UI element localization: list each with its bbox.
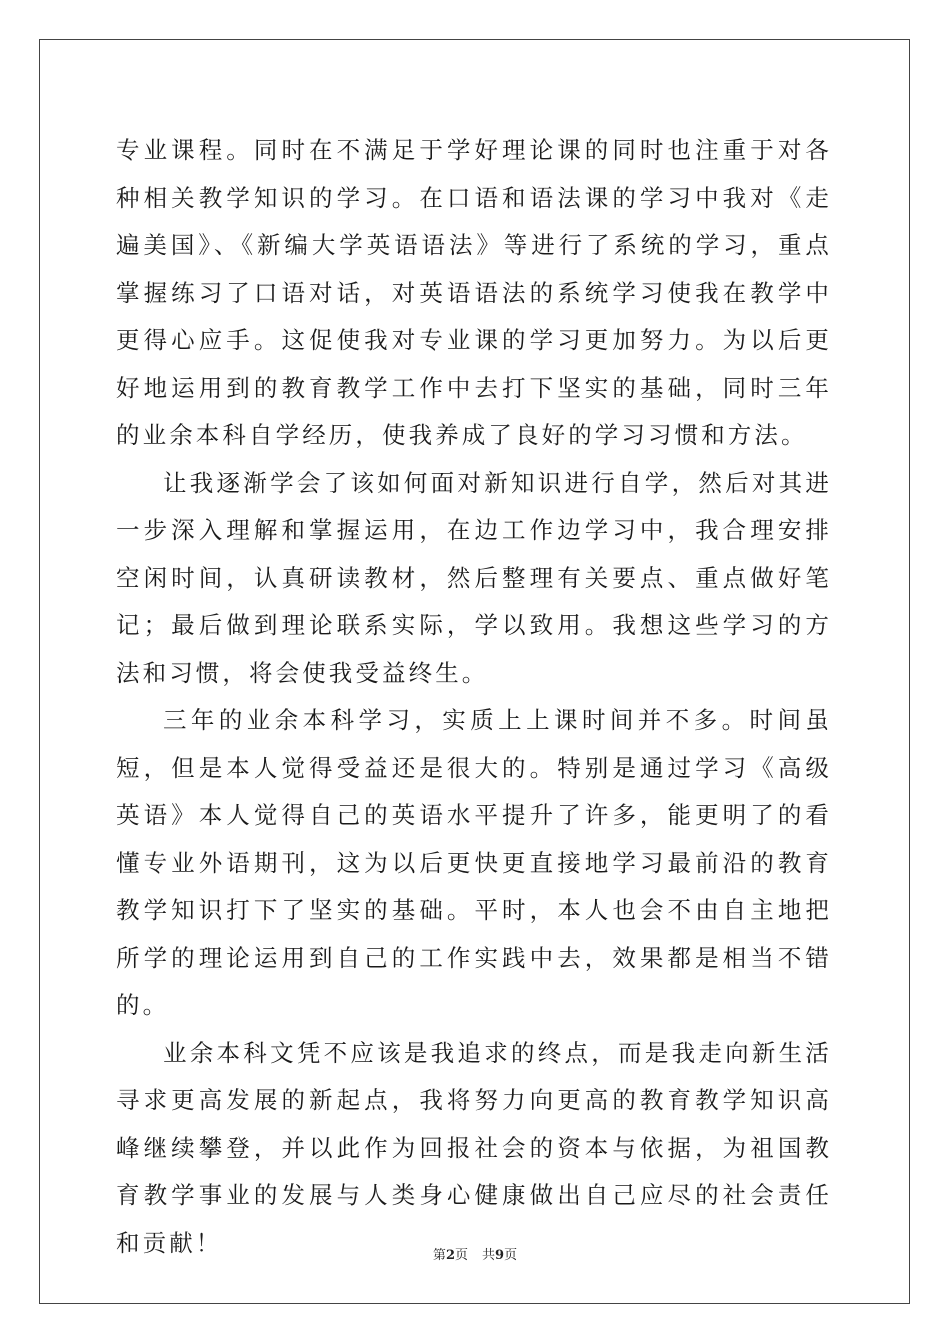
current-page-number: 2 xyxy=(445,1248,455,1263)
footer-page-unit: 页 xyxy=(454,1248,468,1263)
footer-total-unit: 页 xyxy=(504,1248,518,1263)
page-footer xyxy=(0,1248,950,1264)
paragraph-3: 三年的业余本科学习，实质上上课时间并不多。时间虽短，但是本人觉得受益还是很大的。特别是通过学习《高级英语》本人觉得自己的英语水平提升了许多，能更明了的看懂专业外语期刊，这为以后更快更直接地学习最前沿的教育教学知识打下了坚实的基础。平时，本人也会不由自主地把所学的理论运用到自己的工作实践中去，效果都是相当不错的。 xyxy=(116,706,832,1019)
footer-prefix: 第 xyxy=(432,1248,446,1263)
document-body xyxy=(116,127,832,1267)
paragraph-4: 业余本科文凭不应该是我追求的终点，而是我走向新生活寻求更高发展的新起点，我将努力向更高的教育教学知识高峰继续攀登，并以此作为回报社会的资本与依据，为祖国教育教学事业的发展与人类身心健康做出自己应尽的社会责任和贡献！ xyxy=(116,1038,832,1257)
total-pages-number: 9 xyxy=(495,1248,505,1263)
paragraph-2: 让我逐渐学会了该如何面对新知识进行自学，然后对其进一步深入理解和掌握运用，在边工作边学习中，我合理安排空闲时间，认真研读教材，然后整理有关要点、重点做好笔记；最后做到理论联系实际，学以致用。我想这些学习的方法和习惯，将会使我受益终生。 xyxy=(116,468,832,687)
paragraph-1: 专业课程。同时在不满足于学好理论课的同时也注重于对各种相关教学知识的学习。在口语和语法课的学习中我对《走遍美国》、《新编大学英语语法》等进行了系统的学习，重点掌握练习了口语对话，对英语语法的系统学习使我在教学中更得心应手。这促使我对专业课的学习更加努力。为以后更好地运用到的教育教学工作中去打下坚实的基础，同时三年的业余本科自学经历，使我养成了良好的学习习惯和方法。 xyxy=(116,136,832,449)
footer-total-prefix: 共 xyxy=(482,1248,496,1263)
